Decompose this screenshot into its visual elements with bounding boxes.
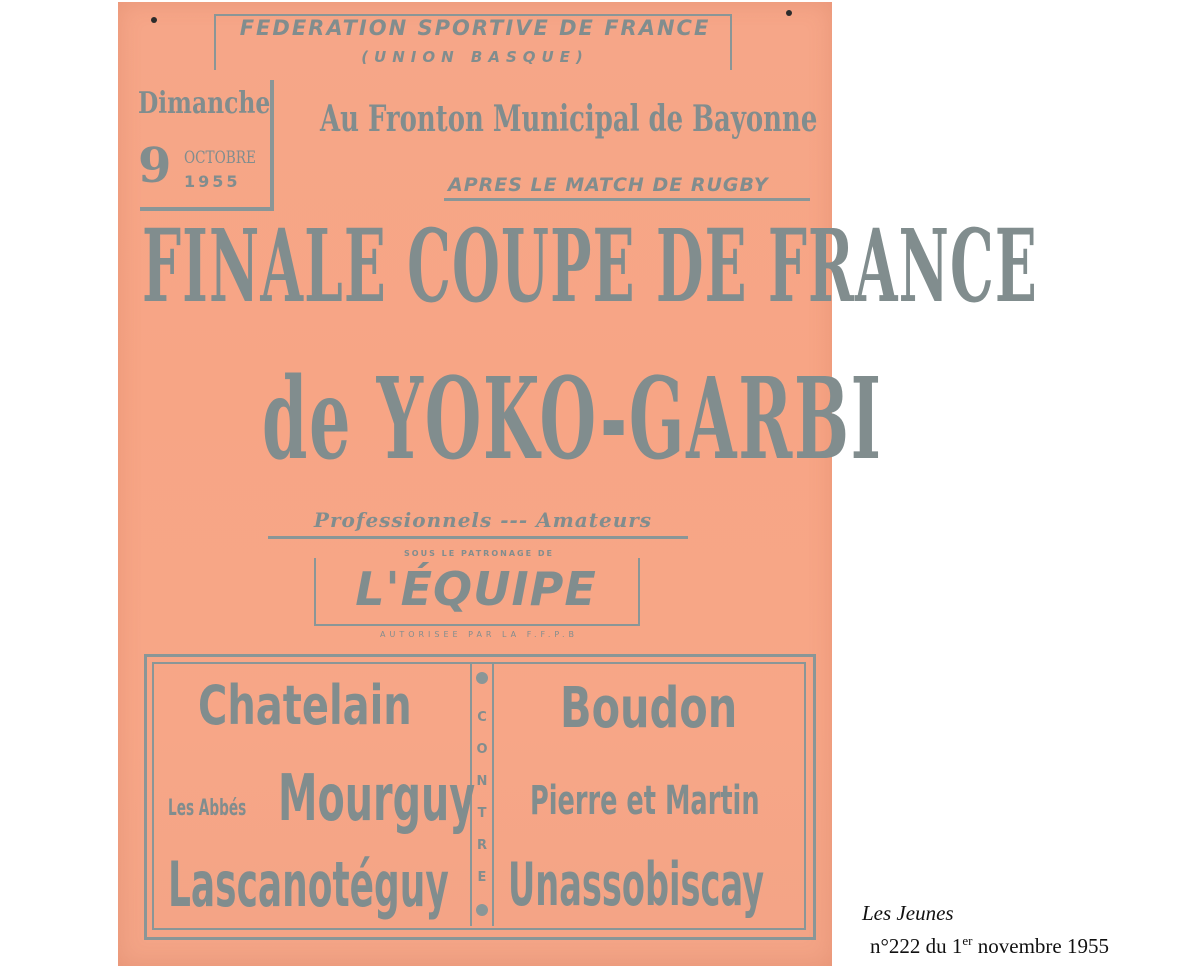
after-match-note: APRES LE MATCH DE RUGBY [448,174,769,196]
headline-yoko-garbi: de YOKO-GARBI [262,354,883,485]
headline-finale: FINALE COUPE DE FRANCE [142,207,1038,325]
issue-suffix: novembre 1955 [972,934,1109,958]
player-chatelain: Chatelain [198,674,412,737]
federation-title: FEDERATION SPORTIVE DE FRANCE [239,16,711,40]
categories: Professionnels --- Amateurs [313,508,653,532]
day-number: 9 [138,138,172,194]
dot-icon [476,672,488,684]
versus-label: CONTRE [476,710,488,885]
patronage-label: SOUS LE PATRONAGE DE [404,549,554,558]
divider [444,198,810,201]
dot-icon [476,904,488,916]
issue-sup: er [962,933,973,948]
player-unassobiscay: Unassobiscay [508,850,764,920]
player-pierre-martin: Pierre et Martin [530,778,760,824]
issue-prefix: n°222 du 1 [870,934,963,958]
player-prefix: Les Abbés [168,796,247,821]
divider [268,536,688,539]
player-lascanoteguy: Lascanotéguy [168,848,449,921]
divider [492,662,494,926]
sponsor-logo: L'ÉQUIPE [355,562,597,616]
year: 1955 [184,172,241,191]
player-boudon: Boudon [560,676,738,741]
authorization-note: AUTORISEE PAR LA F.F.P.B [379,630,579,639]
caption [848,900,1109,960]
player-mourguy: Mourguy [278,762,476,836]
journal-title: Les Jeunes [862,901,954,925]
month: OCTOBRE [184,148,256,168]
weekday: Dimanche [138,86,271,121]
union-subtitle: (UNION BASQUE) [361,48,589,66]
issue-line [870,927,1109,960]
venue: Au Fronton Municipal de Bayonne [320,98,818,140]
